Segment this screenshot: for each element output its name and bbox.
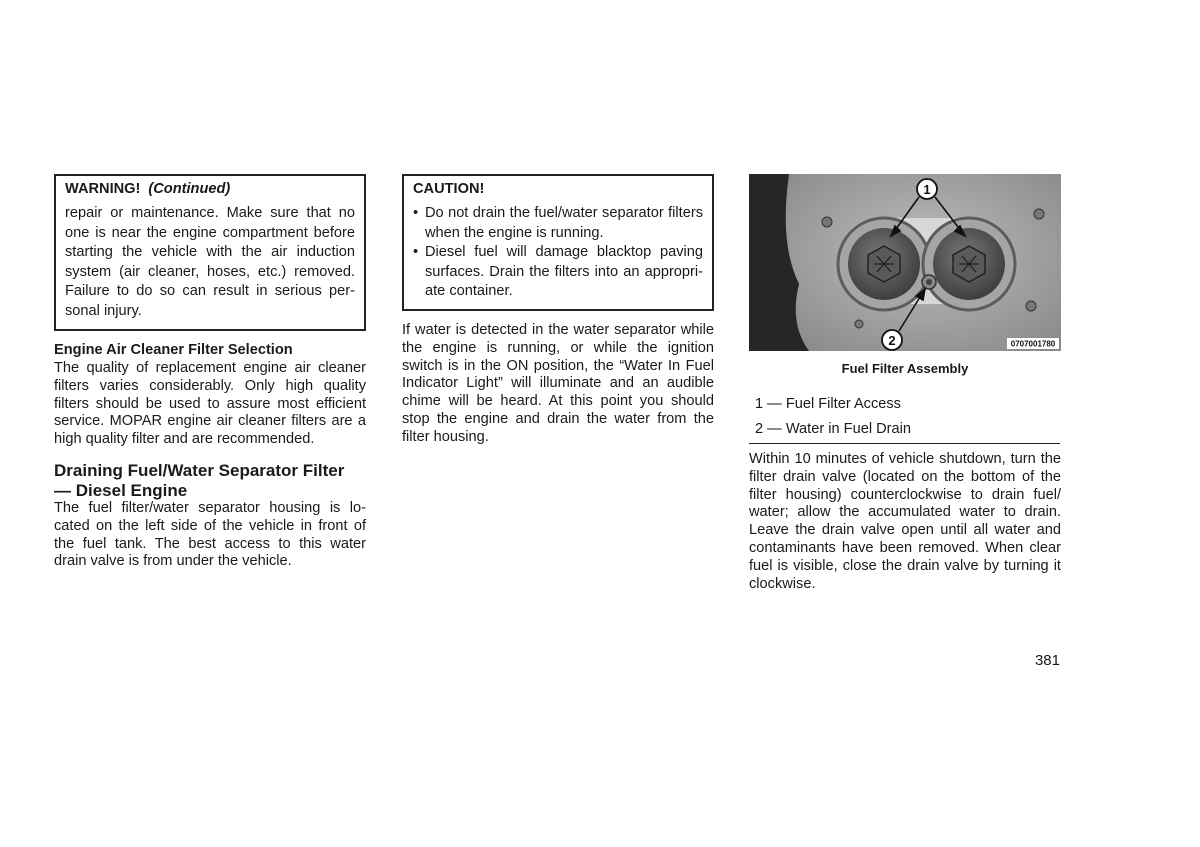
caution-item: • Do not drain the fuel/water separator filters when the engine is running. — [413, 204, 703, 243]
draining-heading: Draining Fuel/Water Separator Filter — Diesel Engine — [54, 461, 345, 500]
legend-item-1: 1 — Fuel Filter Access — [755, 396, 901, 412]
draining-text: The fuel filter/water separator housing is lo-cated on the left side of the vehicle in front of the fuel tank. The best access to this water drain valve is from under the vehicle. — [54, 500, 366, 570]
page-number: 381 — [1034, 652, 1060, 669]
warning-text: repair or maintenance. Make sure that no one is near the engine compartment before starting the vehicle with the air induction system (air cleaner, hoses, etc.) removed. Failure to do so can result in serious per-sonal injury. — [65, 205, 355, 319]
air-filter-text: The quality of replacement engine air cleaner filters varies considerably. Only high quality filters should be used to assure most efficient service. MOPAR engine air cleaner filters are a high quality filter and are recommended. — [54, 360, 366, 448]
shutdown-text: Within 10 minutes of vehicle shutdown, turn the filter drain valve (located on the bottom of the filter housing) counterclockwise to drain fuel/ water; allow the accumulated water to drain. Leave the drain valve open until all water and contaminants have been removed. When clear fuel is visible, close the drain valve by turning it clockwise. — [749, 451, 1061, 592]
caution-list — [413, 204, 703, 302]
figure-caption: Fuel Filter Assembly — [841, 361, 969, 376]
caution-item: • Diesel fuel will damage blacktop paving surfaces. Drain the filters into an appropri-ate container. — [413, 243, 703, 302]
warning-continued: (Continued) — [148, 181, 231, 197]
warning-title: WARNING! (Continued) — [65, 181, 231, 197]
water-detect-text: If water is detected in the water separator while the engine is running, or while the ignition switch is in the ON position, the “Water In Fuel Indicator Light” will illuminate and an audible chime will be heard. At this point you should stop the engine and drain the water from the filter housing. — [402, 322, 714, 445]
caution-title: CAUTION! — [413, 181, 485, 197]
fuel-filter-figure — [749, 174, 1061, 351]
air-filter-heading: Engine Air Cleaner Filter Selection — [54, 342, 293, 358]
callout-1: 1 — [923, 182, 931, 197]
callout-2: 2 — [888, 333, 896, 348]
warning-box — [54, 174, 366, 331]
caution-box — [402, 174, 714, 311]
legend-divider — [749, 443, 1060, 444]
fuel-filter-photo — [749, 174, 1061, 351]
figure-code: 0707001780 — [1010, 339, 1056, 349]
legend-item-2: 2 — Water in Fuel Drain — [755, 421, 911, 437]
